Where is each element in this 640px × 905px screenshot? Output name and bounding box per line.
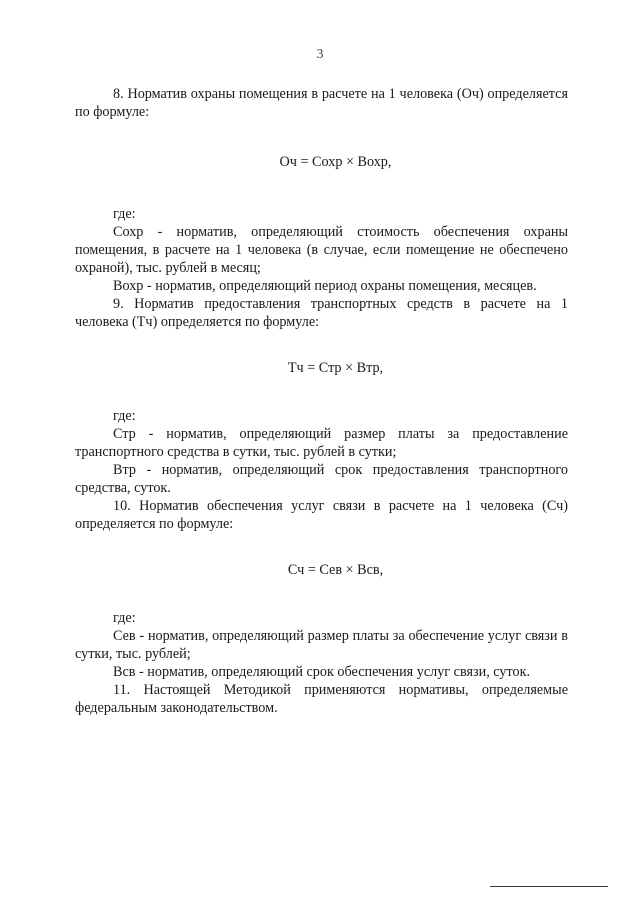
section-10-intro: 10. Норматив обеспечения услуг связи в расчете на 1 человека (Сч) определяется по формуле: <box>75 498 568 532</box>
section-9-definition-str: Стр - норматив, определяющий размер платы за предоставление транспортного средства в сутки, тыс. рублей в сутки; <box>75 426 568 460</box>
section-8-intro: 8. Норматив охраны помещения в расчете на 1 человека (Оч) определяется по формуле: <box>75 86 568 120</box>
section-10-formula: Сч = Сев × Всв, <box>287 562 384 578</box>
section-10-definition-sev: Сев - норматив, определяющий размер платы за обеспечение услуг связи в сутки, тыс. рублей; <box>75 628 568 662</box>
section-10-where: где: <box>113 610 136 626</box>
section-8-formula: Оч = Сохр × Вохр, <box>279 154 392 170</box>
section-9-formula: Тч = Стр × Втр, <box>287 360 384 376</box>
page-number: 3 <box>316 47 324 62</box>
section-8-definition-sohr: Сохр - норматив, определяющий стоимость обеспечения охраны помещения, в расчете на 1 человека (в случае, если помещение не обеспечено охраной), тыс. рублей в месяц; <box>75 224 568 276</box>
section-9-intro: 9. Норматив предоставления транспортных средств в расчете на 1 человека (Тч) определяется по формуле: <box>75 296 568 330</box>
section-9-where: где: <box>113 408 136 424</box>
section-8-definition-vohr: Вохр - норматив, определяющий период охраны помещения, месяцев. <box>113 278 537 294</box>
section-11-text: 11. Настоящей Методикой применяются нормативы, определяемые федеральным законодательством. <box>75 682 568 716</box>
section-9-definition-vtr: Втр - норматив, определяющий срок предоставления транспортного средства, суток. <box>75 462 568 496</box>
section-10-definition-vsv: Всв - норматив, определяющий срок обеспечения услуг связи, суток. <box>113 664 531 680</box>
section-8-where: где: <box>113 206 136 222</box>
footer-rule <box>490 886 608 887</box>
document-body <box>75 85 568 717</box>
